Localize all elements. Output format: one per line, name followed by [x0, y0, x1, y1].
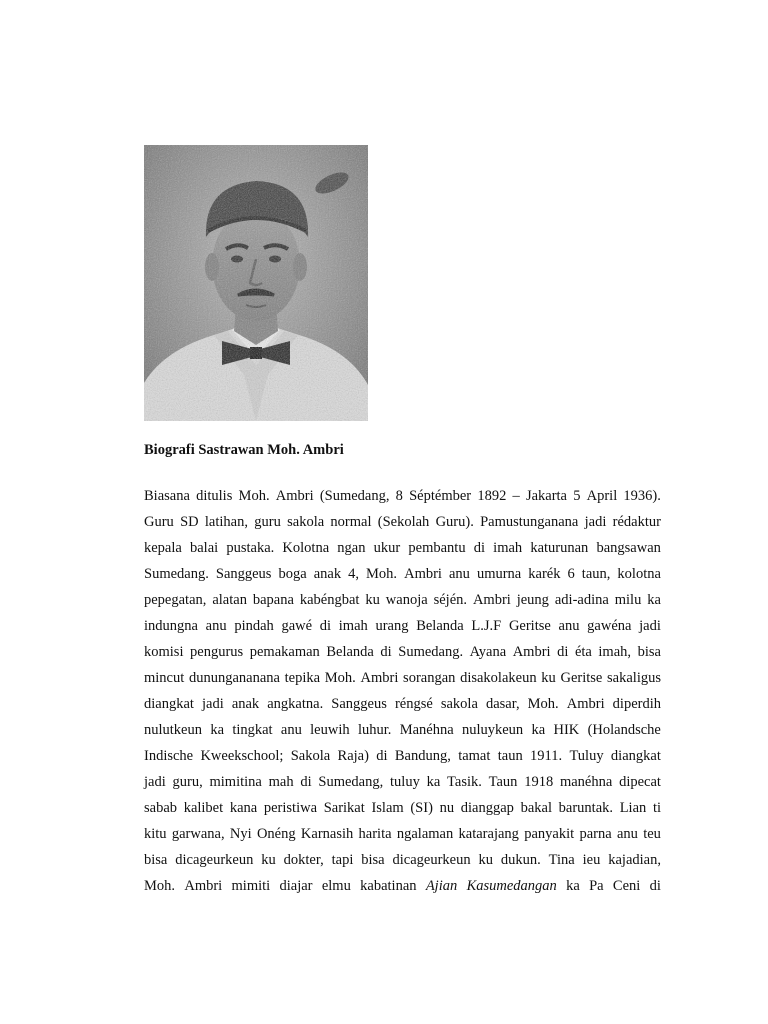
- word: Guru).: [435, 514, 474, 530]
- word: tepika: [284, 670, 321, 686]
- word: sorangan: [403, 670, 456, 686]
- word: SD: [180, 514, 199, 530]
- word: mincut: [144, 670, 185, 686]
- word: jadi: [584, 514, 607, 530]
- word: adi-adina: [554, 592, 609, 608]
- word: Islam: [371, 800, 404, 816]
- word: taun,: [581, 566, 611, 582]
- word: luhur.: [357, 722, 392, 738]
- word: Tasik.: [447, 774, 482, 790]
- word: mimiti: [231, 878, 271, 894]
- word: rédaktur: [612, 514, 661, 530]
- word: kajadian,: [608, 852, 661, 868]
- word: 6: [567, 566, 575, 582]
- word: Sumedang,: [318, 774, 384, 790]
- word: 1892: [477, 488, 507, 504]
- word: ditulis: [196, 488, 233, 504]
- text-line: [144, 691, 661, 717]
- word: Ambri: [512, 644, 551, 660]
- portrait-photo: [144, 145, 368, 421]
- text-line: [144, 873, 661, 899]
- word: kabéngbat: [299, 592, 360, 608]
- word: Séptémber: [409, 488, 472, 504]
- word: urang: [375, 618, 409, 634]
- word: Sakola: [290, 748, 331, 764]
- word: ku: [478, 852, 494, 868]
- word: milu: [614, 592, 642, 608]
- word: Ambri: [404, 566, 442, 582]
- word: Geritse: [508, 618, 551, 634]
- word: manéhna: [559, 774, 613, 790]
- word: pepegatan,: [144, 592, 207, 608]
- word: di: [319, 618, 332, 634]
- word: (SI): [410, 800, 433, 816]
- word: Indische: [144, 748, 194, 764]
- word: angkatna.: [267, 696, 324, 712]
- word: anak: [231, 696, 260, 712]
- word: tuluy: [390, 774, 420, 790]
- text-line: [144, 535, 661, 561]
- word: 1911.: [530, 748, 563, 764]
- text-line: [144, 561, 661, 587]
- word: jadi: [144, 774, 166, 790]
- word: sakola: [287, 514, 325, 530]
- word: kolotna: [617, 566, 661, 582]
- text-line: [144, 795, 661, 821]
- word: Ambri: [184, 878, 223, 894]
- word: Ambri: [566, 696, 605, 712]
- text-line: [144, 717, 661, 743]
- italic-word: Ajian: [425, 878, 458, 894]
- word: Pa: [589, 878, 604, 894]
- word: alatan: [212, 592, 247, 608]
- word: Raja): [337, 748, 369, 764]
- word: jadi: [639, 618, 661, 634]
- word: ka: [426, 774, 441, 790]
- word: kana: [229, 800, 258, 816]
- word: ka: [647, 592, 661, 608]
- word: Tina: [548, 852, 575, 868]
- word: (Holandsche: [587, 722, 661, 738]
- word: balai: [190, 540, 219, 556]
- body-paragraph: [144, 483, 661, 899]
- word: di: [473, 540, 486, 556]
- word: Moh.: [238, 488, 270, 504]
- word: indungna: [144, 618, 198, 634]
- word: latihan,: [204, 514, 248, 530]
- word: Ceni: [612, 878, 641, 894]
- word: sakaligus: [607, 670, 661, 686]
- word: Karnasih: [300, 826, 354, 842]
- word: Guru: [144, 514, 174, 530]
- word: Pamustunganana: [480, 514, 579, 530]
- word: bisa: [637, 644, 661, 660]
- word: (Sekolah: [377, 514, 430, 530]
- word: dunungananana: [188, 670, 280, 686]
- word: karék: [528, 566, 561, 582]
- word: anu: [558, 618, 580, 634]
- text-line: [144, 847, 661, 873]
- italic-word: Kasumedangan: [466, 878, 557, 894]
- word: Sarikat: [323, 800, 365, 816]
- word: taun: [497, 748, 523, 764]
- word: wanoja: [385, 592, 428, 608]
- word: dianggap: [460, 800, 514, 816]
- word: bangsawan: [596, 540, 661, 556]
- word: Tuluy: [569, 748, 604, 764]
- word: imah: [493, 540, 523, 556]
- word: elmu: [321, 878, 351, 894]
- word: gawéna: [587, 618, 632, 634]
- document-title: Biografi Sastrawan Moh. Ambri: [144, 442, 344, 458]
- word: bakal: [520, 800, 552, 816]
- word: April: [586, 488, 618, 504]
- text-line: [144, 613, 661, 639]
- word: diperdih: [612, 696, 661, 712]
- word: mimitina: [209, 774, 262, 790]
- text-line: [144, 769, 661, 795]
- word: umurna: [476, 566, 522, 582]
- word: 5: [573, 488, 581, 504]
- word: di: [376, 748, 388, 764]
- word: Belanda: [326, 644, 374, 660]
- word: pemakaman: [249, 644, 320, 660]
- word: dasar,: [485, 696, 520, 712]
- word: nuluykeun: [461, 722, 524, 738]
- word: garwana,: [171, 826, 225, 842]
- word: ti: [652, 800, 661, 816]
- word: katurunan: [530, 540, 589, 556]
- word: disakolakeun: [460, 670, 537, 686]
- word: Ambri: [472, 592, 511, 608]
- portrait-image: [144, 145, 368, 421]
- word: harita: [358, 826, 392, 842]
- word: tamat: [458, 748, 491, 764]
- word: ngalaman: [396, 826, 454, 842]
- word: teu: [643, 826, 661, 842]
- word: Manéhna: [399, 722, 454, 738]
- word: mah: [268, 774, 294, 790]
- word: (Sumedang,: [319, 488, 390, 504]
- word: peristiwa: [263, 800, 318, 816]
- word: guru: [254, 514, 281, 530]
- word: Taun: [488, 774, 518, 790]
- word: dukun.: [500, 852, 541, 868]
- word: panyakit: [524, 826, 575, 842]
- word: –: [512, 488, 520, 504]
- word: Moh.: [144, 878, 176, 894]
- word: Nyi: [229, 826, 252, 842]
- word: L.J.F: [471, 618, 502, 634]
- word: Kolotna: [282, 540, 330, 556]
- word: kitu: [144, 826, 167, 842]
- word: 8: [395, 488, 403, 504]
- word: kabatinan: [360, 878, 417, 894]
- word: komisi: [144, 644, 184, 660]
- word: bapana: [252, 592, 294, 608]
- word: nu: [439, 800, 455, 816]
- word: ieu: [582, 852, 601, 868]
- word: normal: [330, 514, 372, 530]
- word: réngsé: [394, 696, 433, 712]
- word: leuwih: [310, 722, 350, 738]
- word: Moh.: [324, 670, 356, 686]
- word: pustaka.: [226, 540, 275, 556]
- word: tapi: [331, 852, 354, 868]
- word: Geritse: [560, 670, 603, 686]
- text-line: [144, 821, 661, 847]
- text-line: [144, 639, 661, 665]
- text-line: [144, 743, 661, 769]
- word: Lian: [619, 800, 647, 816]
- text-line: [144, 509, 661, 535]
- word: di: [649, 878, 661, 894]
- word: imah: [338, 618, 368, 634]
- word: anu: [205, 618, 227, 634]
- word: ngan: [337, 540, 366, 556]
- word: Sanggeus: [331, 696, 387, 712]
- word: dicageurkeun: [175, 852, 254, 868]
- word: Ambri: [360, 670, 399, 686]
- word: Ambri: [275, 488, 314, 504]
- word: 1936).: [623, 488, 661, 504]
- word: ka: [531, 722, 546, 738]
- word: sabab: [144, 800, 178, 816]
- word: Sumedang.: [144, 566, 209, 582]
- word: gawé: [281, 618, 313, 634]
- word: guru,: [172, 774, 203, 790]
- word: Sumedang.: [398, 644, 464, 660]
- word: imah,: [598, 644, 632, 660]
- word: di: [380, 644, 392, 660]
- text-line: [144, 483, 661, 509]
- word: dicageurkeun: [392, 852, 471, 868]
- word: pindah: [234, 618, 274, 634]
- word: ka: [210, 722, 224, 738]
- word: anu: [280, 722, 302, 738]
- word: boga: [278, 566, 307, 582]
- word: sakola: [440, 696, 478, 712]
- word: Belanda: [416, 618, 464, 634]
- word: Biasana: [144, 488, 190, 504]
- word: Kweekschool;: [200, 748, 284, 764]
- word: bisa: [361, 852, 385, 868]
- word: dokter,: [283, 852, 324, 868]
- word: jadi: [202, 696, 224, 712]
- word: pengurus: [190, 644, 244, 660]
- word: diangkat: [144, 696, 194, 712]
- word: kepala: [144, 540, 182, 556]
- word: dipecat: [619, 774, 661, 790]
- word: ku: [541, 670, 556, 686]
- word: 1918: [524, 774, 554, 790]
- word: Sanggeus: [215, 566, 272, 582]
- text-line: [144, 665, 661, 691]
- word: ka: [566, 878, 580, 894]
- word: anak: [313, 566, 342, 582]
- word: Moh.: [527, 696, 559, 712]
- word: éta: [574, 644, 592, 660]
- word: HIK: [553, 722, 580, 738]
- word: jeung: [516, 592, 549, 608]
- word: di: [300, 774, 312, 790]
- word: Ayana: [469, 644, 507, 660]
- word: Jakarta: [525, 488, 567, 504]
- word: bisa: [144, 852, 168, 868]
- word: Moh.: [366, 566, 398, 582]
- text-line: [144, 587, 661, 613]
- word: 4,: [348, 566, 359, 582]
- word: baruntak.: [558, 800, 614, 816]
- word: Bandung,: [394, 748, 451, 764]
- word: parna: [579, 826, 612, 842]
- word: anu: [448, 566, 470, 582]
- word: Onéng: [256, 826, 296, 842]
- word: anu: [616, 826, 638, 842]
- word: pembantu: [408, 540, 466, 556]
- word: diajar: [279, 878, 313, 894]
- word: di: [557, 644, 569, 660]
- word: kalibet: [183, 800, 224, 816]
- word: ku: [365, 592, 380, 608]
- word: ku: [261, 852, 276, 868]
- word: séjén.: [433, 592, 468, 608]
- word: ukur: [373, 540, 401, 556]
- word: nulutkeun: [144, 722, 202, 738]
- word: katarajang: [458, 826, 519, 842]
- word: diangkat: [610, 748, 661, 764]
- word: tingkat: [232, 722, 273, 738]
